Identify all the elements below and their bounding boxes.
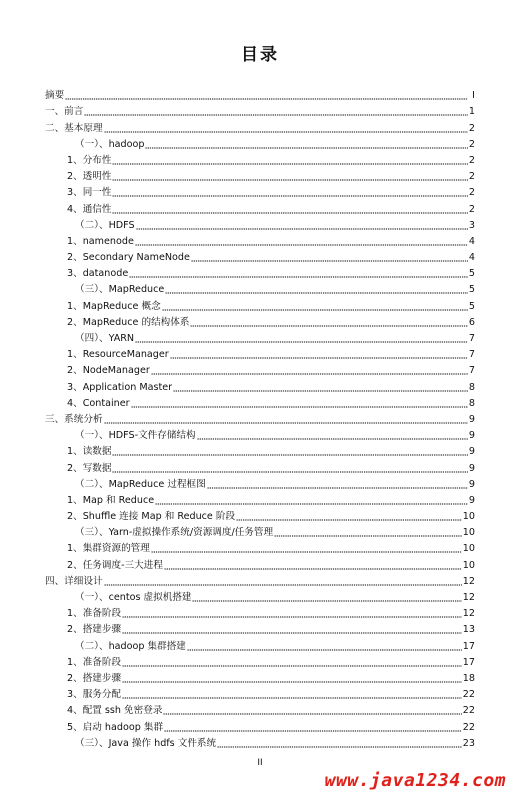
- toc-entry-label: （三）、Java 操作 hdfs 文件系统: [75, 737, 217, 749]
- toc-dot-leader: [135, 341, 468, 343]
- toc-entry[interactable]: [45, 232, 475, 248]
- toc-entry[interactable]: [45, 410, 475, 426]
- toc-entry[interactable]: [45, 426, 475, 442]
- toc-entry-label: 4、配置 ssh 免密登录: [67, 705, 163, 717]
- toc-entry[interactable]: [45, 296, 475, 312]
- toc-entry[interactable]: [45, 345, 475, 361]
- toc-entry-label: 1、集群资源的管理: [67, 543, 150, 555]
- watermark: www.java1234.com: [324, 770, 506, 791]
- toc-entry[interactable]: [45, 167, 475, 183]
- toc-dot-leader: [122, 697, 462, 699]
- toc-entry[interactable]: [45, 604, 475, 620]
- toc-entry[interactable]: [45, 717, 475, 733]
- toc-dot-leader: [104, 584, 462, 586]
- toc-entry[interactable]: [45, 507, 475, 523]
- toc-entry-page: 12: [462, 608, 475, 620]
- toc-entry-page: 7: [468, 333, 475, 344]
- toc-entry[interactable]: [45, 734, 475, 750]
- toc-entry[interactable]: [45, 135, 475, 151]
- toc-entry-page: 22: [462, 721, 475, 733]
- toc-dot-leader: [112, 195, 467, 197]
- toc-entry-label: 4、Container: [67, 397, 130, 409]
- toc-dot-leader: [236, 519, 462, 521]
- toc-entry-page: 9: [468, 478, 475, 490]
- toc-entry[interactable]: [45, 248, 475, 264]
- toc-entry-label: 4、通信性: [67, 203, 112, 215]
- toc-entry-page: 2: [468, 154, 475, 166]
- toc-entry[interactable]: [45, 685, 475, 701]
- toc-entry-label: 3、datanode: [67, 268, 129, 280]
- toc-entry[interactable]: [45, 361, 475, 377]
- toc-entry-page: 5: [468, 300, 475, 312]
- toc-dot-leader: [145, 147, 467, 149]
- toc-entry[interactable]: [45, 588, 475, 604]
- toc-entry-page: 10: [462, 511, 475, 523]
- toc-entry-page: 1: [468, 106, 475, 118]
- toc-dot-leader: [131, 406, 468, 408]
- toc-entry-label: （四）、YARN: [75, 333, 135, 344]
- toc-entry[interactable]: [45, 555, 475, 571]
- toc-entry-label: （一）、HDFS-文件存储结构: [75, 430, 196, 442]
- toc-entry-label: （三）、MapReduce: [75, 284, 165, 296]
- toc-entry-label: 2、搭建步骤: [67, 672, 122, 684]
- toc-entry-label: 四、详细设计: [45, 575, 103, 587]
- toc-entry[interactable]: [45, 620, 475, 636]
- toc-entry-page: 10: [462, 559, 475, 571]
- toc-dot-leader: [122, 681, 462, 683]
- toc-dot-leader: [112, 454, 467, 456]
- toc-entry-page: 17: [462, 640, 475, 652]
- toc-entry-page: 5: [468, 268, 475, 280]
- toc-entry-page: 17: [462, 656, 475, 668]
- toc-entry[interactable]: [45, 216, 475, 232]
- toc-dot-leader: [112, 471, 467, 473]
- toc-entry-page: 7: [468, 365, 475, 377]
- toc-entry[interactable]: [45, 653, 475, 669]
- toc-entry[interactable]: [45, 572, 475, 588]
- toc-entry-page: 22: [462, 689, 475, 701]
- toc-dot-leader: [112, 163, 467, 165]
- toc-dot-leader: [104, 131, 468, 133]
- toc-dot-leader: [151, 373, 468, 375]
- toc-entry-label: 3、同一性: [67, 187, 112, 199]
- toc-entry-page: 23: [462, 737, 475, 749]
- toc-entry-page: 22: [462, 705, 475, 717]
- toc-entry-page: 13: [462, 624, 475, 636]
- toc-entry-label: （二）、hadoop 集群搭建: [75, 640, 186, 652]
- toc-entry-page: 9: [468, 413, 475, 425]
- toc-entry[interactable]: [45, 86, 475, 102]
- toc-entry-page: 9: [468, 462, 475, 474]
- toc-entry-label: 1、准备阶段: [67, 608, 122, 620]
- toc-entry[interactable]: [45, 151, 475, 167]
- toc-entry[interactable]: [45, 475, 475, 491]
- toc-entry-label: 1、准备阶段: [67, 656, 122, 668]
- toc-dot-leader: [164, 730, 462, 732]
- toc-entry-label: （二）、HDFS: [75, 219, 135, 231]
- toc-dot-leader: [135, 244, 468, 246]
- toc-dot-leader: [65, 98, 468, 100]
- toc-dot-leader: [170, 357, 468, 359]
- toc-entry[interactable]: [45, 491, 475, 507]
- toc-entry-label: 2、NodeManager: [67, 365, 150, 377]
- toc-dot-leader: [136, 228, 468, 230]
- toc-entry-label: 2、写数据: [67, 462, 112, 474]
- toc-entry-label: 2、搭建步骤: [67, 624, 122, 636]
- toc-entry[interactable]: [45, 442, 475, 458]
- toc-entry-label: 1、namenode: [67, 235, 134, 247]
- toc-entry[interactable]: [45, 313, 475, 329]
- toc-entry-label: 一、前言: [45, 106, 84, 118]
- toc-dot-leader: [162, 309, 468, 311]
- toc-dot-leader: [112, 212, 467, 214]
- toc-dot-leader: [112, 179, 467, 181]
- toc-entry-label: 1、Map 和 Reduce: [67, 494, 155, 506]
- toc-list: [45, 86, 475, 750]
- toc-title: 目录: [241, 45, 279, 65]
- toc-dot-leader: [197, 438, 468, 440]
- toc-entry[interactable]: [45, 102, 475, 118]
- toc-entry[interactable]: [45, 329, 475, 345]
- toc-dot-leader: [84, 114, 468, 116]
- toc-dot-leader: [129, 276, 468, 278]
- toc-entry-page: 12: [462, 592, 475, 603]
- toc-dot-leader: [191, 260, 468, 262]
- toc-entry-label: 二、基本原理: [45, 122, 103, 134]
- toc-entry-label: 三、系统分析: [45, 413, 103, 425]
- toc-entry-label: 1、分布性: [67, 154, 112, 166]
- toc-entry-label: 3、Application Master: [67, 381, 173, 393]
- toc-entry-label: 5、启动 hadoop 集群: [67, 721, 164, 733]
- toc-dot-leader: [192, 600, 461, 602]
- toc-entry-page: 8: [468, 397, 475, 409]
- toc-entry-label: 1、MapReduce 概念: [67, 300, 161, 312]
- toc-entry-label: （三）、Yarn-虚拟操作系统/资源调度/任务管理: [75, 527, 274, 539]
- toc-entry[interactable]: [45, 280, 475, 296]
- toc-entry-page: 9: [468, 430, 475, 442]
- toc-dot-leader: [207, 487, 468, 489]
- toc-entry-label: 2、Secondary NameNode: [67, 252, 190, 264]
- toc-dot-leader: [163, 713, 461, 715]
- toc-entry-page: 7: [468, 349, 475, 361]
- toc-entry-page: 9: [468, 494, 475, 506]
- toc-entry-label: 摘要: [45, 90, 65, 102]
- toc-entry[interactable]: [45, 183, 475, 199]
- toc-dot-leader: [122, 616, 462, 618]
- toc-dot-leader: [190, 325, 467, 327]
- toc-entry-page: 4: [468, 235, 475, 247]
- toc-dot-leader: [104, 422, 468, 424]
- toc-entry-page: 10: [462, 543, 475, 555]
- toc-entry-page: 18: [462, 672, 475, 684]
- toc-entry-label: 1、ResourceManager: [67, 349, 169, 361]
- toc-entry[interactable]: [45, 701, 475, 717]
- toc-dot-leader: [274, 535, 462, 537]
- toc-entry-label: （二）、MapReduce 过程框图: [75, 478, 206, 490]
- toc-entry[interactable]: [45, 636, 475, 652]
- toc-entry[interactable]: [45, 669, 475, 685]
- toc-dot-leader: [217, 746, 462, 748]
- toc-entry-page: 9: [468, 446, 475, 458]
- toc-entry-label: 3、服务分配: [67, 689, 122, 701]
- toc-dot-leader: [122, 632, 462, 634]
- toc-entry-label: （一）、centos 虚拟机搭建: [75, 592, 192, 603]
- toc-entry-page: 2: [468, 122, 475, 134]
- toc-entry-page: 6: [468, 316, 475, 328]
- toc-dot-leader: [165, 292, 468, 294]
- toc-entry-page: 12: [462, 575, 475, 587]
- toc-entry-page: I: [472, 90, 475, 102]
- toc-entry-page: 10: [462, 527, 475, 539]
- toc-entry[interactable]: [45, 377, 475, 393]
- toc-entry-label: 1、读数据: [67, 446, 112, 458]
- toc-entry-page: 8: [468, 381, 475, 393]
- toc-entry-label: 2、任务调度-三大进程: [67, 559, 163, 571]
- toc-dot-leader: [155, 503, 468, 505]
- toc-dot-leader: [151, 551, 462, 553]
- toc-dot-leader: [173, 390, 468, 392]
- toc-entry[interactable]: [45, 458, 475, 474]
- toc-entry[interactable]: [45, 264, 475, 280]
- toc-entry-label: 2、Shuffle 连接 Map 和 Reduce 阶段: [67, 511, 236, 523]
- toc-entry-label: （一）、hadoop: [75, 138, 145, 150]
- toc-dot-leader: [164, 568, 462, 570]
- toc-entry-label: 2、透明性: [67, 171, 112, 183]
- page-number: II: [257, 758, 263, 768]
- toc-dot-leader: [187, 649, 462, 651]
- toc-entry-page: 5: [468, 284, 475, 296]
- toc-entry-page: 3: [468, 219, 475, 231]
- toc-entry[interactable]: [45, 199, 475, 215]
- toc-entry[interactable]: [45, 539, 475, 555]
- toc-dot-leader: [122, 665, 462, 667]
- toc-entry[interactable]: [45, 394, 475, 410]
- toc-entry-page: 2: [468, 138, 475, 150]
- toc-entry[interactable]: [45, 523, 475, 539]
- toc-entry-page: 2: [468, 203, 475, 215]
- toc-entry-page: 4: [468, 252, 475, 264]
- toc-entry-page: 2: [468, 187, 475, 199]
- toc-entry-label: 2、MapReduce 的结构体系: [67, 316, 190, 328]
- toc-entry[interactable]: [45, 118, 475, 134]
- toc-entry-page: 2: [468, 171, 475, 183]
